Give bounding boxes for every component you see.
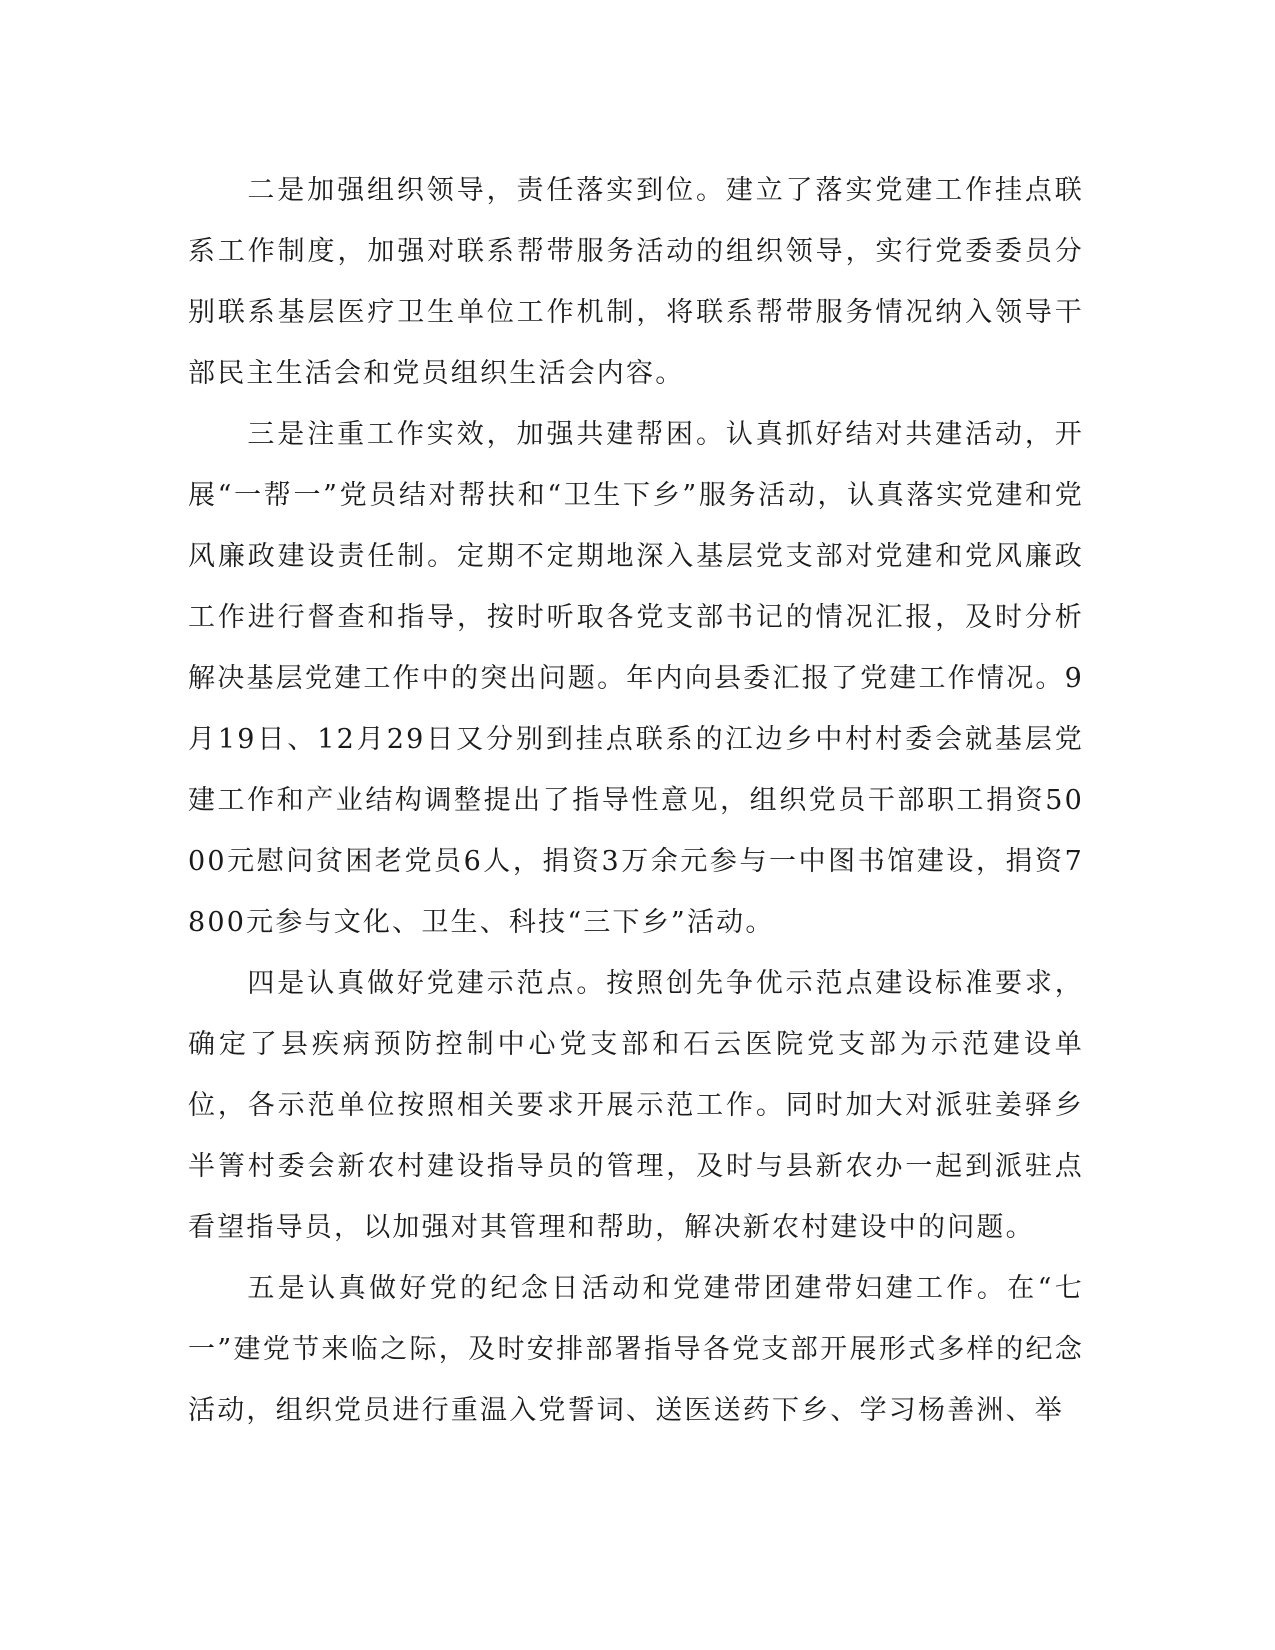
paragraph-commemoration-activities: 五是认真做好党的纪念日活动和党建带团建带妇建工作。在“七一”建党节来临之际，及时安排部署指导各党支部开展形式多样的纪念活动，组织党员进行重温入党誓词、送医送药下乡、学习杨善洲、举 [188, 1273, 1084, 1426]
document-body [188, 160, 1084, 1441]
paragraph-demonstration-sites: 四是认真做好党建示范点。按照创先争优示范点建设标准要求，确定了县疾病预防控制中心党支部和石云医院党支部为示范建设单位，各示范单位按照相关要求开展示范工作。同时加大对派驻姜驿乡半箐村委会新农村建设指导员的管理，及时与县新农办一起到派驻点看望指导员，以加强对其管理和帮助，解决新农村建设中的问题。 [188, 968, 1084, 1243]
paragraph-joint-construction: 三是注重工作实效，加强共建帮困。认真抓好结对共建活动，开展“一帮一”党员结对帮扶和“卫生下乡”服务活动，认真落实党建和党风廉政建设责任制。定期不定期地深入基层党支部对党建和党风廉政工作进行督查和指导，按时听取各党支部书记的情况汇报，及时分析解决基层党建工作中的突出问题。年内向县委汇报了党建工作情况。9月19日、12月29日又分别到挂点联系的江边乡中村村委会就基层党建工作和产业结构调整提出了指导性意见，组织党员干部职工捐资5000元慰问贫困老党员6人，捐资3万余元参与一中图书馆建设，捐资7800元参与文化、卫生、科技“三下乡”活动。 [188, 419, 1084, 938]
paragraph-organization-leadership: 二是加强组织领导，责任落实到位。建立了落实党建工作挂点联系工作制度，加强对联系帮带服务活动的组织领导，实行党委委员分别联系基层医疗卫生单位工作机制，将联系帮带服务情况纳入领导干部民主生活会和党员组织生活会内容。 [188, 175, 1084, 389]
